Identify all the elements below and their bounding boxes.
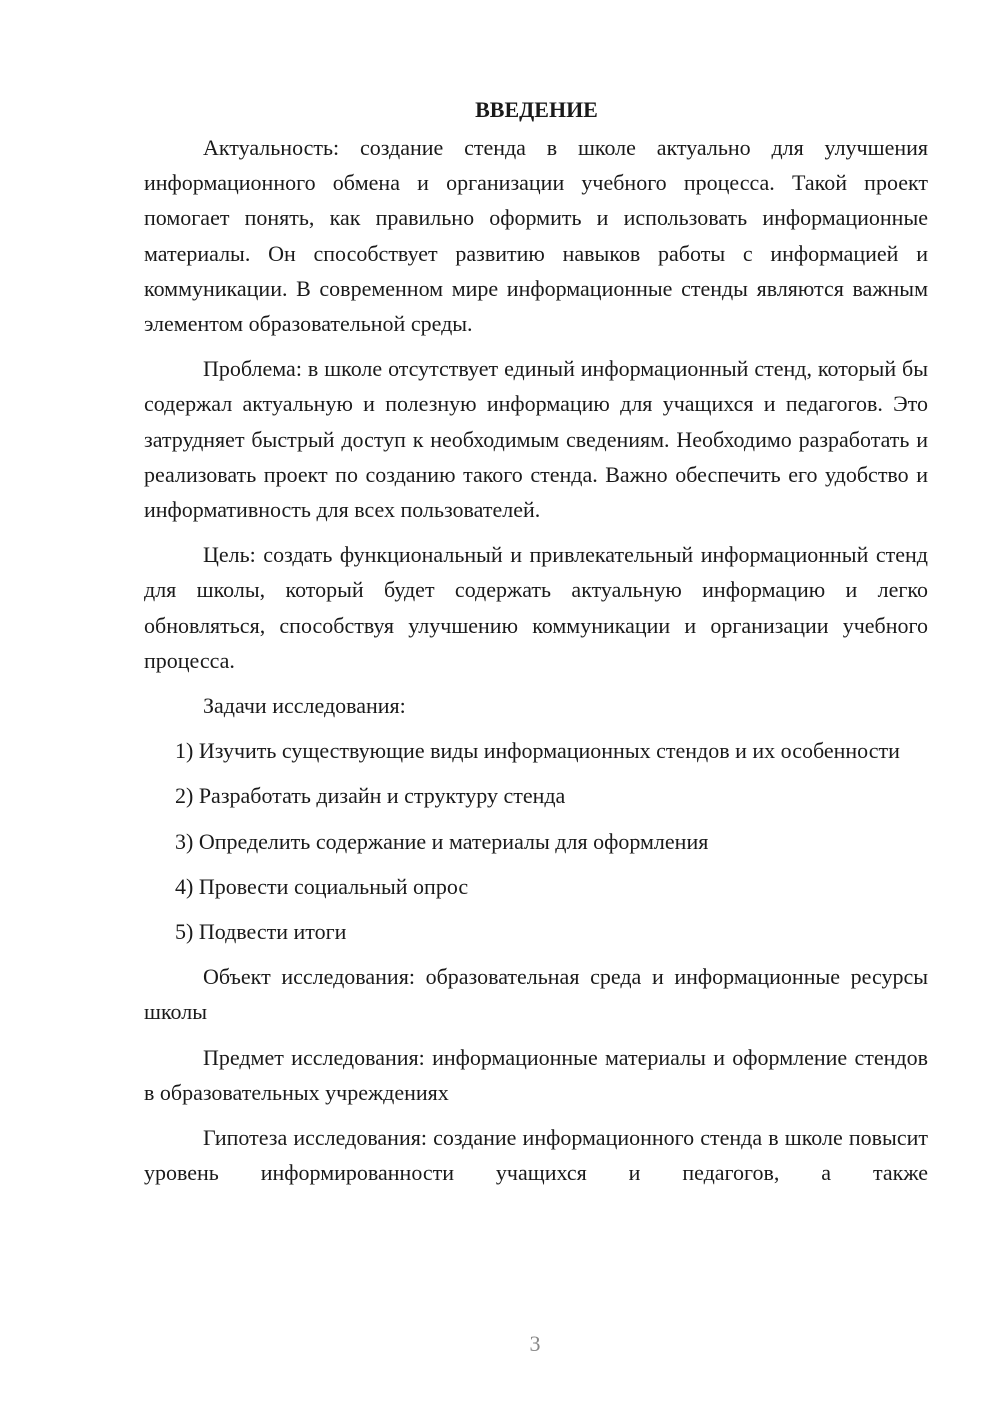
task-item-4: 4) Провести социальный опрос bbox=[175, 873, 469, 899]
paragraph-subject: Предмет исследования: информационные материалы и оформление стендов в образовательных учреждениях bbox=[144, 1044, 928, 1105]
paragraph-relevance: Актуальность: создание стенда в школе актуально для улучшения информационного обмена и организации учебного процесса. Такой проект помогает понять, как правильно оформить и использовать информационные материалы. Он способствует развитию навыков работы с информацией и коммуникации. В современном мире информационные стенды являются важным элементом образовательной среды. bbox=[144, 135, 928, 337]
paragraph-object: Объект исследования: образовательная среда и информационные ресурсы школы bbox=[144, 964, 928, 1025]
document-page bbox=[144, 92, 928, 1200]
task-item-1: 1) Изучить существующие виды информационных стендов и их особенности bbox=[175, 738, 900, 764]
paragraph-goal: Цель: создать функциональный и привлекательный информационный стенд для школы, который будет содержать актуальную информацию и легко обновляться, способствуя улучшению коммуникации и организации учебного процесса. bbox=[144, 542, 928, 673]
paragraph-problem: Проблема: в школе отсутствует единый информационный стенд, который бы содержал актуальную и полезную информацию для учащихся и педагогов. Это затрудняет быстрый доступ к необходимым сведениям. Необходимо разработать и реализовать проект по созданию такого стенда. Важно обеспечить его удобство и информативность для всех пользователей. bbox=[144, 356, 928, 523]
task-item-2: 2) Разработать дизайн и структуру стенда bbox=[175, 783, 566, 809]
page-number: 3 bbox=[529, 1331, 541, 1356]
paragraph-hypothesis: Гипотеза исследования: создание информационного стенда в школе повысит уровень информированности учащихся и педагогов, а также bbox=[144, 1125, 928, 1186]
task-item-5: 5) Подвести итоги bbox=[175, 919, 347, 945]
task-item-3: 3) Определить содержание и материалы для оформления bbox=[175, 828, 709, 854]
section-title: ВВЕДЕНИЕ bbox=[475, 97, 598, 122]
tasks-heading: Задачи исследования: bbox=[203, 693, 406, 719]
